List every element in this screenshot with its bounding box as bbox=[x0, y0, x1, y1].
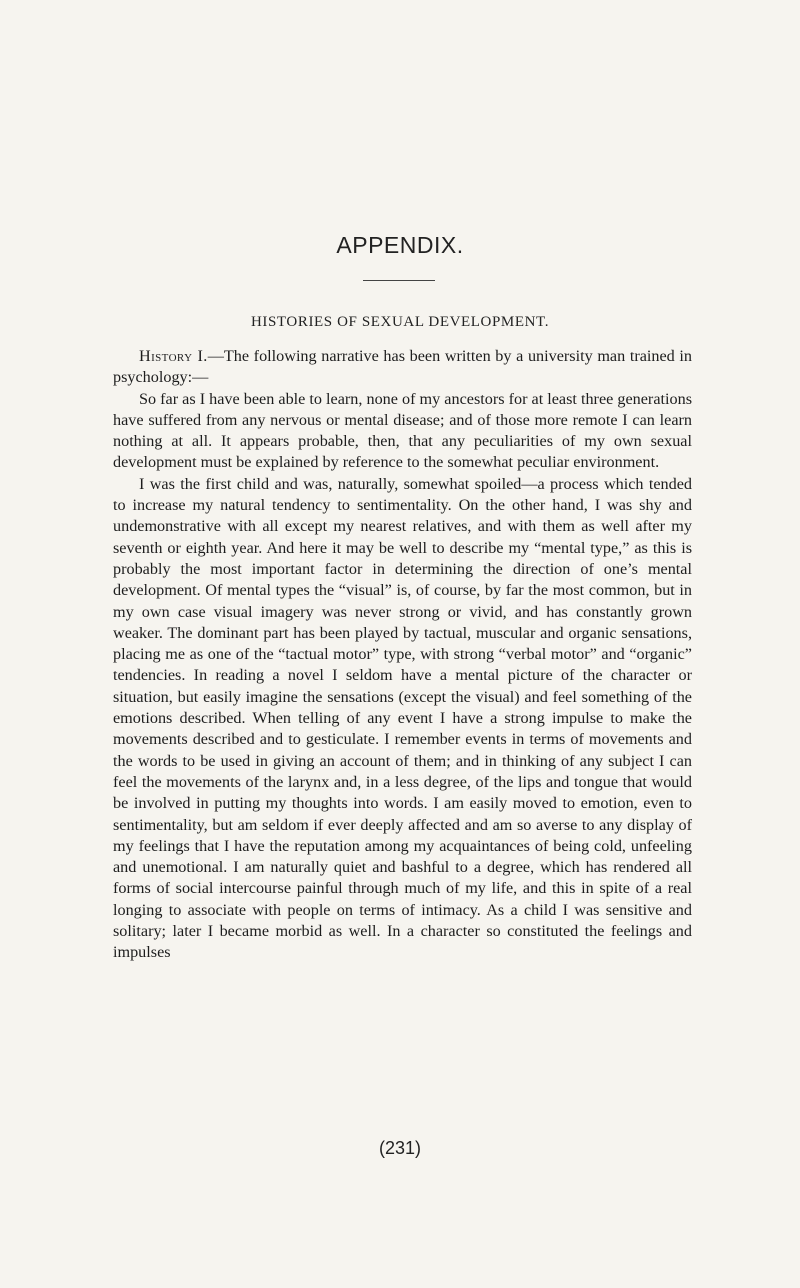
divider-rule bbox=[363, 280, 435, 281]
body-text bbox=[113, 346, 692, 964]
page-number: (231) bbox=[378, 1138, 422, 1158]
paragraph-ancestry: So far as I have been able to learn, none of my ancestors for at least three generations have suffered from any nervous or mental disease; and of those more remote I can learn nothing at all. It appears probable, then, that any peculiarities of my own sexual development must be explained by reference to the somewhat peculiar environment. bbox=[113, 389, 692, 472]
appendix-title: APPENDIX. bbox=[336, 232, 464, 258]
intro-paragraph bbox=[113, 346, 692, 389]
paragraph-childhood: I was the first child and was, naturally, somewhat spoiled—a process which tended to increase my natural tendency to sentimentality. On the other hand, I was shy and undemonstrative with all except my nearest relatives, and with them as well after my seventh or eighth year. And here it may be well to describe my “mental type,” as this is probably the most important factor in determining the direction of one’s mental development. Of mental types the “visual” is, of course, by far the most common, but in my own case visual imagery was never strong or vivid, and has constantly grown weaker. The dominant part has been played by tactual, muscular and organic sensations, placing me as one of the “tactual motor” type, with strong “verbal motor” and “organic” tendencies. In reading a novel I seldom have a mental picture of the character or situation, but easily imagine the sensations (except the visual) and feel something of the emotions described. When telling of any event I have a strong impulse to make the movements described and to gesticulate. I remember events in terms of movements and the words to be used in giving an account of them; and in thinking of any subject I can feel the movements of the larynx and, in a less degree, of the lips and tongue that would be involved in putting my thoughts into words. I am easily moved to emotion, even to sentimentality, but am seldom if ever deeply affected and am so averse to any display of my feelings that I have the reputation among my acquaintances of being cold, unfeeling and unemotional. I am naturally quiet and bashful to a degree, which has rendered all forms of social intercourse painful through much of my life, and this in spite of a real longing to associate with people on terms of intimacy. As a child I was sensitive and solitary; later I became morbid as well. In a character so constituted the feelings and impulses bbox=[113, 474, 692, 962]
intro-text: —The following narrative has been written by a university man trained in psychology:— bbox=[113, 347, 693, 387]
section-title: HISTORIES OF SEXUAL DEVELOPMENT. bbox=[250, 314, 550, 330]
history-label: History I. bbox=[139, 347, 208, 365]
